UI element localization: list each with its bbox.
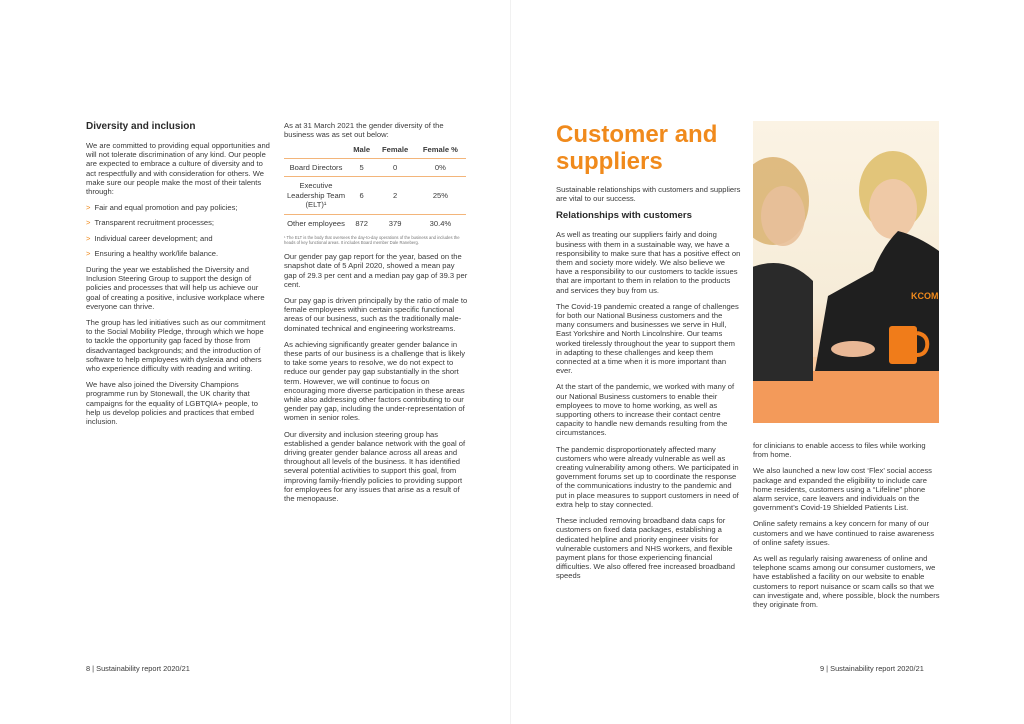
initiatives-paragraph: The group has led initiatives such as our commitment to the Social Mobility Pledge, through which we hope to tackle the opportunity gap faced by those from disadvantaged backgrounds; and the introduction of software to help employees with dyslexia and others who experience difficulty with reading and writing.: [86, 318, 266, 374]
table-header-row: [284, 145, 466, 158]
covid-paragraph: The Covid-19 pandemic created a range of challenges for both our National Business customers and the many consumers and businesses we serve in Hull, East Yorkshire and North Lincolnshire. Our teams worked tirelessly throughout the year to support them in adapting to these challenges and keep them connected at a time when it is more important than ever.: [556, 301, 739, 376]
table-cell: 30.4%: [415, 214, 466, 232]
broadband-measures-paragraph: These included removing broadband data caps for customers on fixed data packages, establishing a dedicated helpline and priority engineer visits for vulnerable customers and NHS workers, and flexible payment plans for those experiencing financial difficulties. We also offered free increased broadband speeds: [556, 516, 735, 581]
lead-paragraph: Sustainable relationships with customers and suppliers are vital to our success.: [556, 185, 741, 204]
table-header-cell: Female %: [422, 145, 458, 155]
table-cell: 872: [348, 214, 375, 232]
page-title: Customer and suppliers: [556, 121, 718, 175]
online-safety-paragraph: Online safety remains a key concern for many of our customers and we have continued to raise awareness of online safety issues.: [753, 519, 935, 547]
pay-gap-drivers-paragraph: Our pay gap is driven principally by the ratio of male to female employees within certain specific functional areas of our business, such as the traditionally male-dominated technical and engineering workstreams.: [284, 295, 468, 333]
page-divider: [510, 0, 511, 724]
table-cell: 6: [348, 177, 375, 215]
table-cell: 0%: [415, 158, 466, 177]
table-row-label: Other employees: [284, 214, 348, 232]
bullet-item: > Fair and equal promotion and pay policies;: [86, 203, 270, 212]
table-row: [284, 177, 466, 215]
table-cell: 2: [375, 177, 415, 215]
flex-package-paragraph: We also launched a new low cost ‘Flex’ social access package and expanded the eligibility to include care home residents, customers using a “Lifeline” phone alarm service, care leavers and individuals on the government’s Covid-19 Shielded Patients List.: [753, 466, 932, 513]
kcom-logo: KCOM: [911, 291, 939, 301]
table-cell: 5: [348, 158, 375, 177]
right-page-footer: 9 | Sustainability report 2020/21: [820, 664, 924, 673]
table-row-label: Executive Leadership Team (ELT)¹: [284, 177, 348, 215]
bullet-item: > Ensuring a healthy work/life balance.: [86, 249, 270, 258]
left-column-1: [86, 121, 270, 433]
stonewall-paragraph: We have also joined the Diversity Champions programme run by Stonewall, the UK charity that campaigns for the equality of LGBTQIA+ people, to help us develop policies and practices that embed inclusion.: [86, 380, 259, 427]
steering-group-paragraph: During the year we established the Diversity and Inclusion Steering Group to support the design of policies and processes that will help us achieve our goal of creating a positive, inclusive workplace where everyone can thrive.: [86, 265, 265, 311]
vulnerable-customers-paragraph: The pandemic disproportionately affected many customers who were already vulnerable as well as creating vulnerability among others. We participated in government forums set up to coordinate the response of the communications industry to the pandemic and put in place measures to support customers in need of extra help to stay connected.: [556, 444, 739, 509]
table-cell: 379: [375, 214, 415, 232]
left-column-2: [284, 121, 468, 510]
gender-balance-paragraph: As achieving significantly greater gender balance in these parts of our business is a challenge that is likely to take some years to resolve, we do not expect to reduce our gender pay gap substantially in the short term. However, we will continue to focus on encouraging more diverse participation in these areas while also addressing other factors contributing to our gender pay gap, including the under-representation of women in senior roles.: [284, 339, 466, 423]
steering-network-paragraph: Our diversity and inclusion steering group has established a gender balance network with the goal of driving greater gender balance across all areas and throughout all levels of the business. It has identified several potential activities to support this goal, from improving family-friendly policies to providing support for employees for any issues that arise as a result of the menopause.: [284, 429, 466, 503]
gender-diversity-intro: As at 31 March 2021 the gender diversity of the business was as set out below:: [284, 121, 444, 140]
diversity-intro: We are committed to providing equal opportunities and will not tolerate discrimination of any kind. Our people are expected to embrace a culture of diversity and to act respectfully and with consideration for others. We make sure our people make the most of their talents through:: [86, 141, 270, 197]
table-row: [284, 214, 466, 232]
section-heading-diversity: Diversity and inclusion: [86, 121, 196, 132]
table-row: [284, 158, 466, 177]
table-cell: 25%: [415, 177, 466, 215]
table-header-cell: [284, 145, 348, 158]
left-page-footer: 8 | Sustainability report 2020/21: [86, 664, 190, 673]
talent-bullet-list: [86, 203, 270, 258]
table-header-cell: Female: [382, 145, 409, 155]
customer-service-photo: [753, 121, 939, 423]
table-footnote: ¹ The ELT is the body that oversees the day-to-day operations of the business and includes the heads of key functional areas. It includes Board member Dale Raneberg.: [284, 235, 460, 246]
pay-gap-paragraph: Our gender pay gap report for the year, based on the snapshot date of 5 April 2020, showed a mean pay gap of 29.3 per cent and a median pay gap of 39.3 per cent.: [284, 252, 468, 289]
scam-calls-paragraph: As well as regularly raising awareness of online and telephone scams among our consumer customers, we have established a facility on our website to enable customers to report nuisance or scam calls so that we can investigate and, where possible, block the numbers they originate from.: [753, 554, 940, 610]
table-header-cell: Male: [353, 145, 371, 155]
subheading-relationships: Relationships with customers: [556, 210, 692, 222]
table-cell: 0: [375, 158, 415, 177]
right-column-2: [753, 441, 941, 616]
table-row-label: Board Directors: [284, 158, 348, 177]
gender-diversity-table: [284, 145, 466, 232]
bullet-item: > Transparent recruitment processes;: [86, 218, 270, 227]
bullet-item: > Individual career development; and: [86, 234, 270, 243]
clinicians-paragraph: for clinicians to enable access to files while working from home.: [753, 441, 926, 460]
suppliers-paragraph: As well as treating our suppliers fairly and doing business with them in a sustainable way, we have a responsibility to make sure that has a positive effect on them and society more widely. We also believe we have a responsibility to our customers to tackle issues that are important to them in relation to the products and services they buy from us.: [556, 230, 741, 295]
right-column-1: [556, 121, 742, 588]
home-working-paragraph: At the start of the pandemic, we worked with many of our National Business customers to enable their employees to move to home working, as well as supporting others to increase their contact centre capacity to handle new demands resulting from the circumstances.: [556, 382, 735, 438]
